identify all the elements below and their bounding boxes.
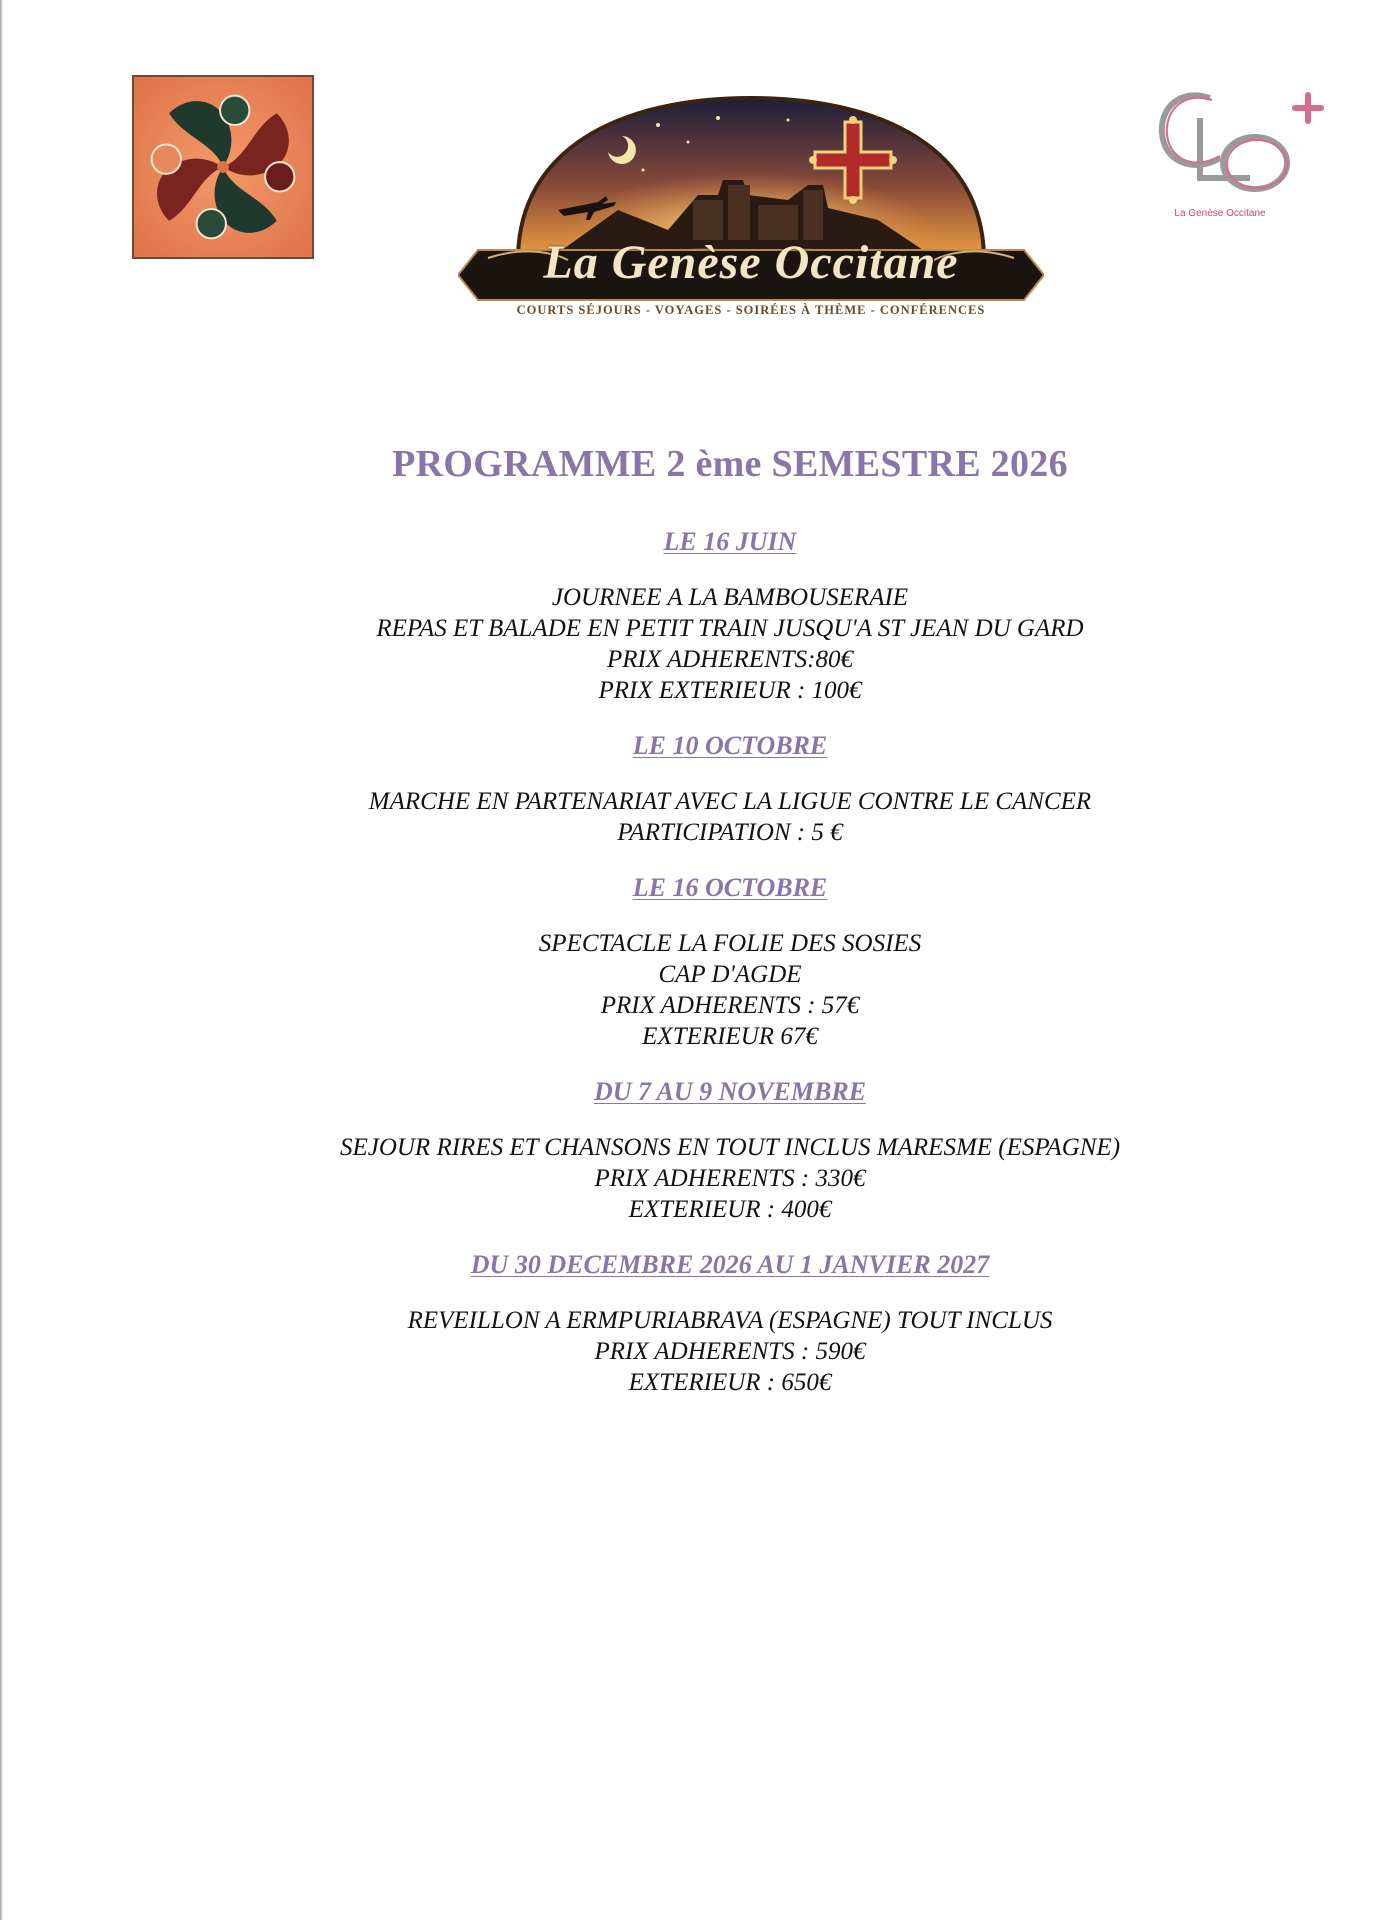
glo-monogram-logo [1140,78,1340,228]
event-price: EXTERIEUR 67€ [642,1023,818,1050]
event-line: SEJOUR RIRES ET CHANSONS EN TOUT INCLUS MARESME (ESPAGNE) [339,1134,1121,1161]
event-date: DU 30 DECEMBRE 2026 AU 1 JANVIER 2027 [470,1250,990,1279]
programme-list [0,524,1396,1398]
triskel-logo [132,75,314,259]
event-item [0,524,1396,706]
event-price: PRIX ADHERENTS : 57€ [600,992,860,1019]
glo-monogram-icon [1140,78,1340,208]
event-line: REVEILLON A ERMPURIABRAVA (ESPAGNE) TOUT INCLUS [407,1307,1053,1334]
event-line: SPECTACLE LA FOLIE DES SOSIES [538,930,922,957]
event-item [0,1247,1396,1398]
page-title: PROGRAMME 2 ème SEMESTRE 2026 [392,443,1068,485]
event-price: PRIX ADHERENTS : 330€ [594,1165,866,1192]
banner-artwork [458,90,1044,326]
event-line: CAP D'AGDE [658,961,802,988]
event-date: LE 16 JUIN [663,527,797,556]
event-price: PARTICIPATION : 5 € [617,819,843,846]
event-price: EXTERIEUR : 400€ [628,1196,832,1223]
event-line: MARCHE EN PARTENARIAT AVEC LA LIGUE CONTRE LE CANCER [368,788,1092,815]
event-date: LE 16 OCTOBRE [632,873,828,902]
event-item [0,1074,1396,1225]
event-price: EXTERIEUR : 650€ [628,1369,832,1396]
event-price: PRIX ADHERENTS : 590€ [594,1338,866,1365]
banner-tagline: COURTS SÉJOURS - VOYAGES - SOIRÉES À THÈME - CONFÉRENCES [516,303,986,317]
event-date: DU 7 AU 9 NOVEMBRE [593,1077,867,1106]
triskel-emblem-icon [134,77,312,257]
event-price: PRIX ADHERENTS:80€ [606,646,854,673]
banner-title: La Genèse Occitane [543,236,959,289]
event-price: PRIX EXTERIEUR : 100€ [598,677,862,704]
event-line: REPAS ET BALADE EN PETIT TRAIN JUSQU'A ST JEAN DU GARD [376,615,1084,642]
event-line: JOURNEE A LA BAMBOUSERAIE [551,584,909,611]
la-genese-occitane-banner [458,90,1044,326]
logo-caption: La Genèse Occitane [1174,208,1266,219]
event-date: LE 10 OCTOBRE [632,731,828,760]
event-item [0,870,1396,1052]
event-item [0,728,1396,848]
